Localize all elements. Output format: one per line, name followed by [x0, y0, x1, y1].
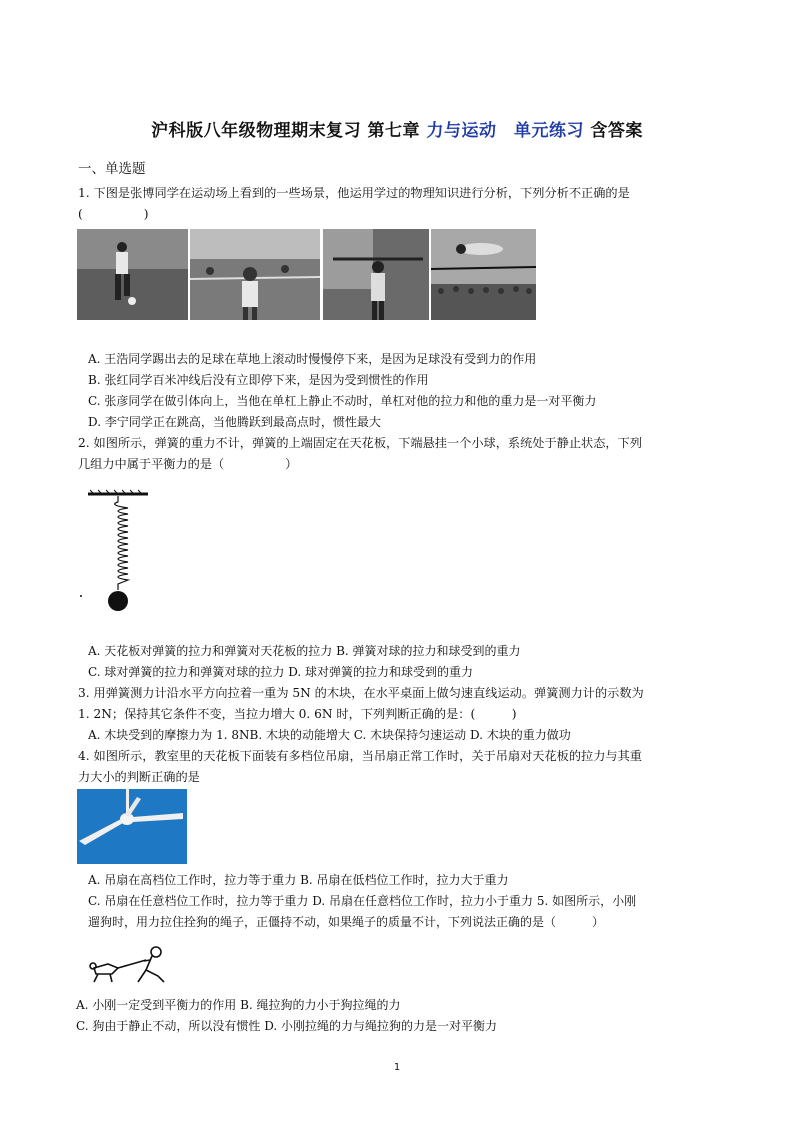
- question-4-line-2: 力大小的判断正确的是: [78, 770, 200, 784]
- q3-options: A. 木块受到的摩擦力为 1. 8NB. 木块的动能增大 C. 木块保持匀速运动 D. 木块的重力做功: [88, 728, 571, 742]
- dog-walking-figure: [88, 944, 173, 986]
- q4-option-ab: A. 吊扇在高档位工作时，拉力等于重力 B. 吊扇在低档位工作时，拉力大于重力: [88, 873, 509, 887]
- q4-option-cd-q5-start: C. 吊扇在任意档位工作时，拉力等于重力 D. 吊扇在任意档位工作时，拉力小于重力 5. 如图所示，小刚: [88, 894, 637, 908]
- q1-option-b: B. 张红同学百米冲线后没有立即停下来，是因为受到惯性的作用: [88, 373, 429, 387]
- q1-option-c: C. 张彦同学在做引体向上，当他在单杠上静止不动时，单杠对他的拉力和他的重力是一对平衡力: [88, 394, 597, 408]
- q5-option-ab: A. 小刚一定受到平衡力的作用 B. 绳拉狗的力小于狗拉绳的力: [76, 998, 401, 1012]
- question-3-line-1: 3. 用弹簧测力计沿水平方向拉着一重为 5N 的木块，在水平桌面上做匀速直线运动。弹簧测力计的示数为: [78, 686, 644, 700]
- question-3-line-2: 1. 2N；保持其它条件不变，当拉力增大 0. 6N 时，下列判断正确的是：( ): [78, 707, 517, 721]
- q1-option-d: D. 李宁同学正在跳高，当他腾跃到最高点时，惯性最大: [88, 415, 381, 429]
- title-part-2: 力与运动: [426, 121, 497, 141]
- page-title: [0, 116, 794, 141]
- question-2-line-2: 几组力中属于平衡力的是（ ）: [78, 457, 298, 471]
- question-5-stem: 遛狗时，用力拉住拴狗的绳子，正僵持不动，如果绳子的质量不计，下列说法正确的是（ ）: [88, 915, 605, 929]
- page-number: 1: [393, 1062, 401, 1073]
- q1-option-a: A. 王浩同学踢出去的足球在草地上滚动时慢慢停下来，是因为足球没有受到力的作用: [88, 352, 537, 366]
- q5-option-cd: C. 狗由于静止不动，所以没有惯性 D. 小刚拉绳的力与绳拉狗的力是一对平衡力: [76, 1019, 498, 1033]
- soccer-photo: [77, 229, 188, 320]
- question-1-line-1: 1. 下图是张博同学在运动场上看到的一些场景，他运用学过的物理知识进行分析，下列分析不正确的是: [78, 186, 630, 200]
- q2-option-cd: C. 球对弹簧的拉力和弹簧对球的拉力 D. 球对弹簧的拉力和球受到的重力: [88, 665, 474, 679]
- question-2-line-1: 2. 如图所示，弹簧的重力不计，弹簧的上端固定在天花板，下端悬挂一个小球，系统处于静止状态，下列: [78, 436, 642, 450]
- question-1-line-2: ( ): [78, 207, 149, 221]
- q2-option-ab: A. 天花板对弹簧的拉力和弹簧对天花板的拉力 B. 弹簧对球的拉力和球受到的重力: [88, 644, 521, 658]
- spring-ball-figure: [78, 488, 158, 616]
- pullup-photo: [323, 229, 429, 320]
- sprint-photo: [190, 229, 320, 320]
- title-part-1: 沪科版八年级物理期末复习 第七章: [151, 121, 427, 141]
- ceiling-fan-photo: [77, 789, 187, 864]
- title-part-3: 单元练习: [513, 121, 584, 141]
- question-4-line-1: 4. 如图所示，教室里的天花板下面装有多档位吊扇，当吊扇正常工作时，关于吊扇对天花板的拉力与其重: [78, 749, 642, 763]
- section-heading: 一、单选题: [78, 161, 146, 177]
- high-jump-photo: [431, 229, 536, 320]
- title-part-4: 含答案: [583, 121, 643, 141]
